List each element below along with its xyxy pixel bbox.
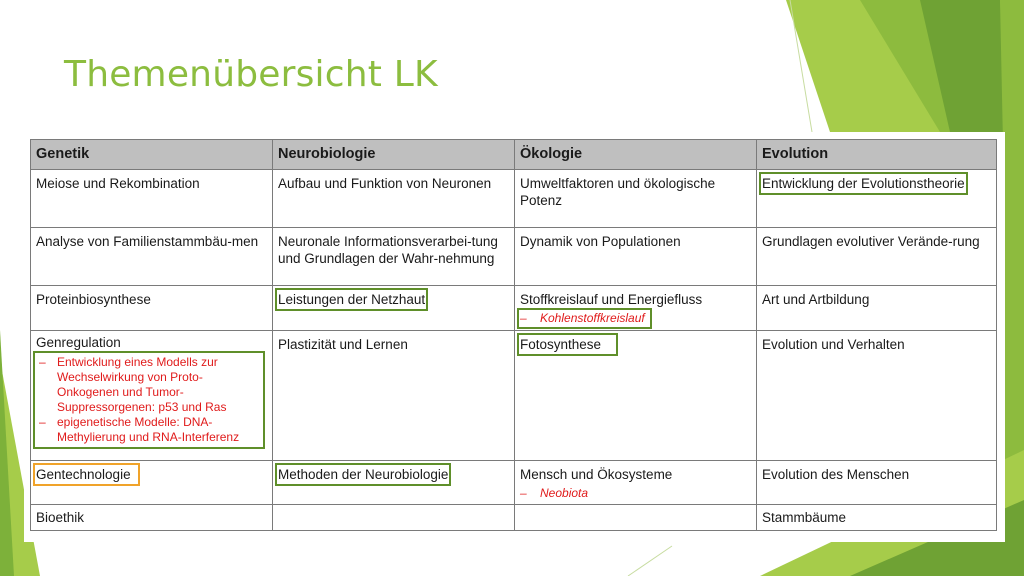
header-oekologie: Ökologie <box>515 140 757 170</box>
dash: – <box>520 311 527 325</box>
deco-line-bottom <box>628 546 672 576</box>
cell-text: Evolution und Verhalten <box>762 337 905 352</box>
cell-text: Aufbau und Funktion von Neuronen <box>278 176 492 191</box>
cell-evolution <box>757 170 997 228</box>
cell-oekologie <box>515 505 757 531</box>
table-row <box>31 505 997 531</box>
highlighted-topic: Entwicklung der Evolutionstheorie <box>762 176 965 191</box>
cell-text: Stoffkreislauf und Energiefluss <box>520 292 703 307</box>
cell-evolution <box>757 286 997 331</box>
highlighted-topic: Leistungen der Netzhaut <box>278 292 426 307</box>
topic-table <box>30 139 997 531</box>
cell-text: Plastizität und Lernen <box>278 337 408 352</box>
highlighted-subtopic <box>520 311 649 326</box>
cell-neurobiologie <box>273 461 515 505</box>
subtopic-text: epigenetische Modelle: DNA-Methylierung und RNA-Interferenz <box>57 415 240 444</box>
cell-text: Stammbäume <box>762 510 847 525</box>
header-genetik: Genetik <box>31 140 273 170</box>
cell-genetik <box>31 228 273 286</box>
cell-text: Genregulation <box>36 335 121 350</box>
table-row <box>31 286 997 331</box>
subtopic <box>39 415 259 445</box>
cell-text: Evolution des Menschen <box>762 467 910 482</box>
dash: – <box>520 486 527 500</box>
cell-oekologie <box>515 228 757 286</box>
highlighted-topic: Methoden der Neurobiologie <box>278 467 449 482</box>
cell-text: Mensch und Ökosysteme <box>520 467 673 482</box>
subtopic <box>520 311 751 326</box>
dash: – <box>39 415 46 429</box>
table-header-row <box>31 140 997 170</box>
table-row <box>31 331 997 461</box>
cell-evolution <box>757 228 997 286</box>
table-row <box>31 228 997 286</box>
cell-genetik <box>31 170 273 228</box>
cell-evolution <box>757 461 997 505</box>
cell-text: Proteinbiosynthese <box>36 292 151 307</box>
cell-text: Bioethik <box>36 510 85 525</box>
subtopic-text: Kohlenstoffkreislauf <box>540 311 645 325</box>
cell-text: Umweltfaktoren und ökologische Potenz <box>520 176 716 208</box>
cell-genetik <box>31 505 273 531</box>
cell-neurobiologie <box>273 331 515 461</box>
table-row <box>31 170 997 228</box>
cell-text: Analyse von Familienstammbäu-men <box>36 234 259 249</box>
subtopic-text: Neobiota <box>540 486 589 500</box>
subtopic <box>520 486 751 501</box>
highlighted-topic: Fotosynthese <box>520 336 615 353</box>
cell-text: Art und Artbildung <box>762 292 870 307</box>
cell-oekologie <box>515 170 757 228</box>
cell-oekologie <box>515 461 757 505</box>
subtopic-text: Entwicklung eines Modells zur Wechselwirkung von Proto-Onkogenen und Tumor-Suppressorgenen: p53 und Ras <box>57 355 227 414</box>
cell-evolution <box>757 505 997 531</box>
cell-text: Dynamik von Populationen <box>520 234 681 249</box>
highlighted-topic: Gentechnologie <box>36 466 137 483</box>
cell-neurobiologie <box>273 286 515 331</box>
cell-text: Meiose und Rekombination <box>36 176 200 191</box>
dash: – <box>39 355 46 369</box>
slide-title: Themenübersicht LK <box>64 54 438 95</box>
cell-genetik <box>31 331 273 461</box>
document-image <box>24 132 1005 542</box>
header-evolution: Evolution <box>757 140 997 170</box>
cell-neurobiologie <box>273 505 515 531</box>
cell-evolution <box>757 331 997 461</box>
header-neurobiologie: Neurobiologie <box>273 140 515 170</box>
cell-text: Neuronale Informationsverarbei-tung und Grundlagen der Wahr-nehmung <box>278 234 498 266</box>
cell-oekologie <box>515 286 757 331</box>
table-row <box>31 461 997 505</box>
cell-oekologie <box>515 331 757 461</box>
cell-neurobiologie <box>273 170 515 228</box>
cell-text: Grundlagen evolutiver Verände-rung <box>762 234 980 249</box>
cell-neurobiologie <box>273 228 515 286</box>
cell-genetik <box>31 461 273 505</box>
subtopic <box>39 355 259 415</box>
highlighted-subtopics <box>33 351 265 449</box>
cell-genetik <box>31 286 273 331</box>
